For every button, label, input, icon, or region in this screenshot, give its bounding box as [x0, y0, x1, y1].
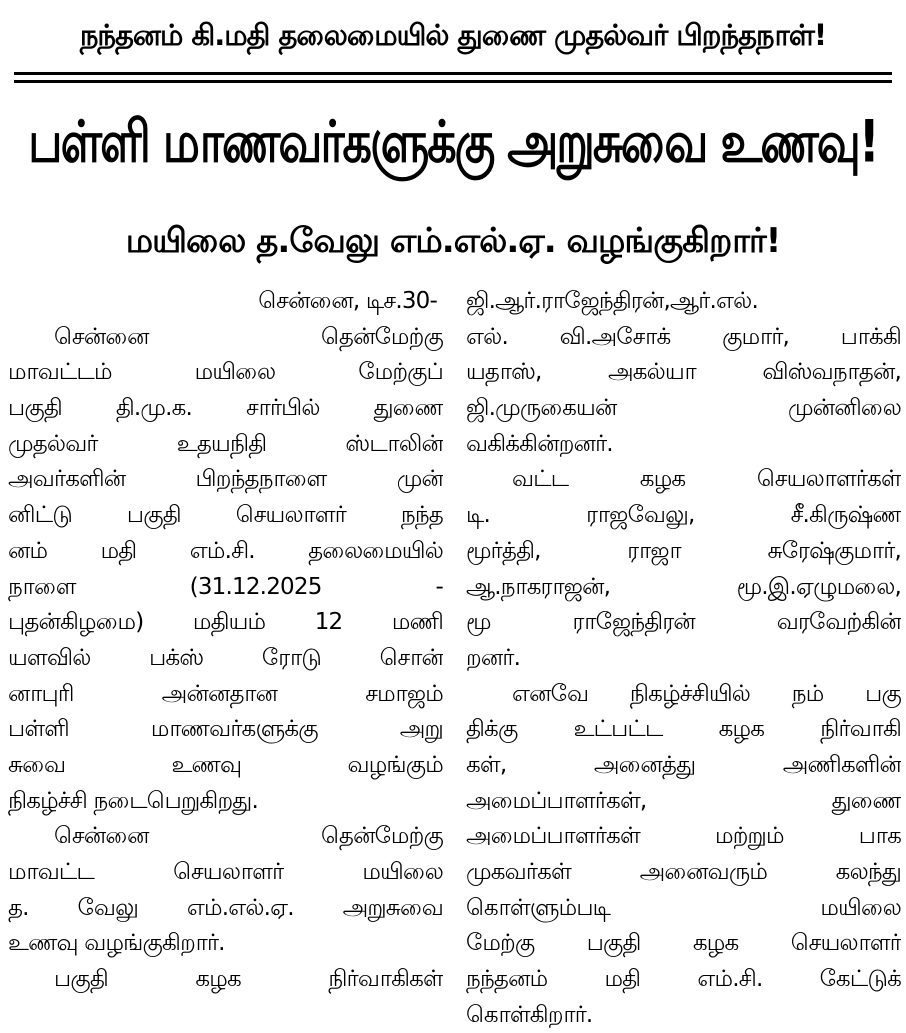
rule-top: [14, 72, 892, 75]
kicker-headline: நந்தனம் கி.மதி தலைமையில் துணை முதல்வர் பிறந்தநாள்!: [79, 18, 827, 52]
body-line: கள், அனைத்து அணிகளின்: [466, 751, 901, 778]
body-line: கொள்ளும்படி மயிலை: [466, 894, 901, 921]
body-line: வட்ட கழக செயலாளர்கள்: [512, 466, 901, 493]
body-line: மேற்கு பகுதி கழக செயலாளர்: [466, 930, 901, 957]
body-line: நிகழ்ச்சி நடைபெறுகிறது.: [8, 787, 258, 814]
body-line: மூ ராஜேந்திரன் வரவேற்கின்: [466, 609, 901, 636]
body-line: எனவே நிகழ்ச்சியில் நம் பகு: [512, 680, 901, 707]
body-line: யதாஸ், அகல்யா விஸ்வநாதன்,: [466, 359, 901, 386]
body-line: பகுதி கழக நிர்வாகிகள்: [54, 966, 443, 993]
body-line: திக்கு உட்பட்ட கழக நிர்வாகி: [466, 716, 901, 743]
body-line: அமைப்பாளர்கள் மற்றும் பாக: [466, 823, 901, 850]
body-line: முதல்வர் உதயநிதி ஸ்டாலின்: [8, 430, 443, 457]
body-line: டி. ராஜவேலு, சீ.கிருஷ்ண: [466, 502, 901, 529]
body-line: னம் மதி எம்.சி. தலைமையில்: [8, 537, 443, 564]
body-line: சுவை உணவு வழங்கும்: [8, 751, 443, 778]
body-line: வகிக்கின்றனர்.: [466, 430, 613, 457]
body-line: பகுதி தி.மு.க. சார்பில் துணை: [8, 395, 443, 422]
body-line: கொள்கிறார்.: [466, 1001, 593, 1028]
body-line: யளவில் பக்ஸ் ரோடு சொன்: [8, 644, 443, 671]
body-line: நந்தனம் மதி எம்.சி. கேட்டுக்: [466, 966, 901, 993]
body-line: முகவர்கள் அனைவரும் கலந்து: [466, 859, 901, 885]
body-line: மாவட்டம் மயிலை மேற்குப்: [8, 359, 443, 386]
left-column: [8, 284, 443, 998]
body-line: அமைப்பாளர்கள், துணை: [466, 787, 901, 814]
body-line: எல். வி.அசோக் குமார், பாக்கி: [466, 323, 901, 350]
body-line: த. வேலு எம்.எல்.ஏ. அறுசுவை: [8, 894, 443, 921]
body-line: மூர்த்தி, ராஜா சுரேஷ்குமார்,: [466, 537, 901, 564]
body-line: ஜி.முருகையன் முன்னிலை: [466, 395, 901, 422]
body-line: மாவட்ட செயலாளர் மயிலை: [8, 859, 443, 885]
main-headline: பள்ளி மாணவர்களுக்கு அறுசுவை உணவு!: [28, 106, 878, 175]
body-line: பள்ளி மாணவர்களுக்கு அறு: [8, 716, 443, 743]
body-line: உணவு வழங்குகிறார்.: [8, 930, 225, 957]
body-line: ஜி.ஆர்.ராஜேந்திரன்,ஆர்.எல்.: [466, 288, 758, 314]
subheadline: மயிலை த.வேலு எம்.எல்.ஏ. வழங்குகிறார்!: [125, 220, 781, 261]
body-line: றனர்.: [466, 644, 521, 671]
body-line: புதன்கிழமை) மதியம் 12 மணி: [8, 609, 443, 636]
body-line: னிட்டு பகுதி செயலாளர் நந்த: [8, 502, 443, 529]
body-line: ஆ.நாகராஜன், மூ.இ.ஏழுமலை,: [466, 573, 901, 600]
body-line: சென்னை தென்மேற்கு: [54, 823, 443, 850]
dateline: சென்னை, டிச.30-: [258, 288, 437, 314]
body-line: னாபுரி அன்னதான சமாஜம்: [8, 680, 443, 707]
right-column: [466, 284, 901, 1033]
body-line: நாளை (31.12.2025 -: [8, 573, 443, 600]
body-line: சென்னை தென்மேற்கு: [54, 323, 443, 350]
body-line: அவர்களின் பிறந்தநாளை முன்: [8, 466, 443, 493]
